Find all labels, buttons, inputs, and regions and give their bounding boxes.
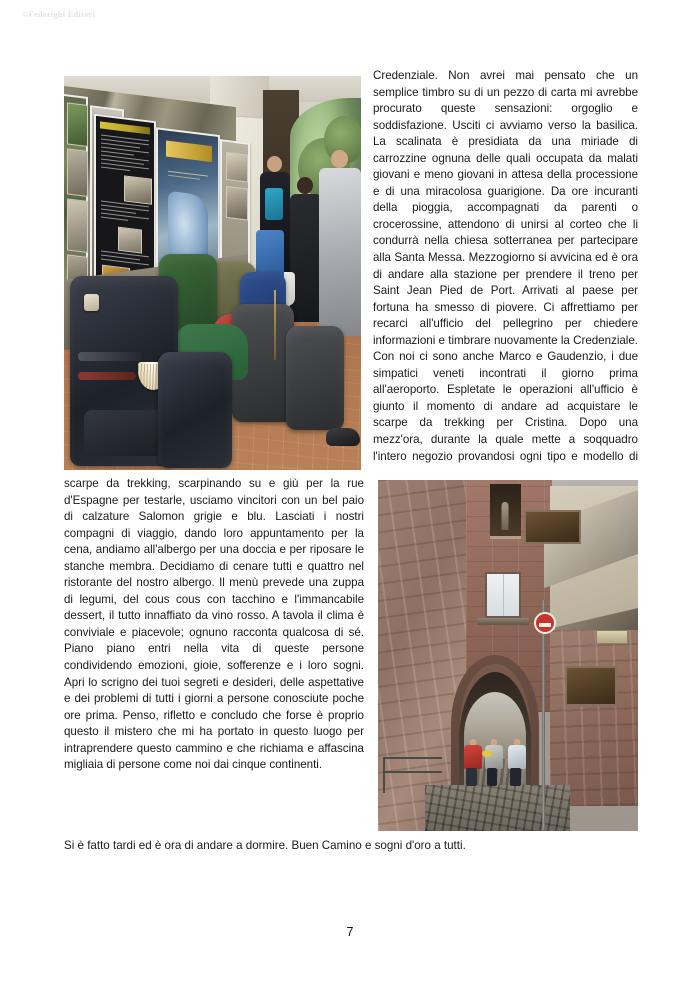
pilgrim-red xyxy=(464,739,482,787)
hiking-boot xyxy=(326,428,360,446)
strap xyxy=(78,372,136,380)
light-blue-jacket xyxy=(508,745,526,769)
person-head xyxy=(331,150,348,168)
page-number: 7 xyxy=(346,925,354,939)
window-sill xyxy=(477,618,529,625)
metal-handrail xyxy=(383,757,442,793)
grey-jacket xyxy=(485,745,503,769)
sign-pole xyxy=(542,600,545,830)
strap xyxy=(78,352,142,361)
exhibit-board xyxy=(64,94,88,293)
person-head xyxy=(267,156,282,172)
statue-niche xyxy=(490,484,521,539)
exhibit-photo xyxy=(67,148,88,197)
text-column xyxy=(64,68,638,855)
white-shutter-window xyxy=(485,572,521,618)
photo-gate xyxy=(378,480,638,831)
house-window xyxy=(524,510,581,544)
backpack xyxy=(286,326,344,430)
house-window xyxy=(565,666,617,706)
person-legs xyxy=(466,768,477,786)
poster-photo xyxy=(118,227,142,254)
exhibit-photo xyxy=(67,198,88,253)
yellow-scarf xyxy=(482,750,492,757)
pocket xyxy=(84,410,164,456)
person-standing xyxy=(319,168,361,336)
patch-badge xyxy=(84,294,99,311)
poster-photo xyxy=(124,175,152,204)
pilgrim-grey xyxy=(485,739,503,789)
saint-statue xyxy=(502,502,509,530)
cobblestone-path xyxy=(425,785,571,831)
person-shirt xyxy=(265,188,283,220)
exhibit-photo xyxy=(67,102,88,147)
wall-plaque xyxy=(596,630,628,644)
copyright-notice: ©Federighi Editori xyxy=(22,9,95,19)
person-standing xyxy=(290,194,322,322)
poster-title-strip xyxy=(100,121,150,134)
trekking-pole xyxy=(274,290,276,360)
red-jacket xyxy=(464,745,482,769)
body-paragraph-1: Credenziale. Non avrei mai pensato che un semplice timbro su di un pezzo di carta mi avrebbe procurato queste sensazioni: orgoglio e soddisfazione. Usciti ci avviamo verso la basilica. La scalinata è presidiata da una miriade di carrozzine ognuna delle quali occupata da malati giovani e meno giovani in attesa della processione e di una miracolosa guarigione. Da ore incuranti della pioggia, accompagnati da parenti o crocerossine, attendono di unirsi al corteo che li condurrà nella chiesa sotterranea per partecipare alla Santa Messa. Mezzogiorno si avvicina ed è ora di andare alla stazione per prendere il treno per Saint Jean Pied de Port. Arrivati al paese per fortuna ha smesso di piovere. Ci affrettiamo per recarci all'ufficio del pellegrino per chiedere informazioni e timbrare nuovamente la Credenziale. Con noi ci sono anche Marco e Gaudenzio, i due simpatici veneti incontrati il giorno prima all'aeroporto. Espletate le operazioni all'ufficio è giunto il momento di andare ad acquistare le scarpe da trekking per Cristina. Dopo una mezz'ora, durante la quale mette a soqquadro l'intero negozio provandosi ogni tipo e modello di scarpe da trekking, scarpinando su e giù per la rue d'Espagne per testarle, usciamo vincitori con un bel paio di calzature Salomon grigie e blu. Lasciati i nostri compagni di viaggio, dando loro appuntamento per la cena, andiamo all'albergo per una doccia e per riposare le stanche membra. Decidiamo di cenare tutti e quattro nel ristorante del nostro albergo. Il menù prevede una zuppa di legumi, del cous cous con tacchino e l'immancabile dessert, il tutto innaffiato da vino rosso. A tavola il clima è conviviale e piacevole; ognuno racconta qualcosa di sé. Piano piano entri nella vita di queste persone condividendo emozioni, gioie, sofferenze e i loro sogni. Apri lo scrigno dei tuoi segreti e desideri, delle aspettative e dei problemi di tutti i giorni a persone conosciute poche ore prima. Penso, rifletto e concludo che forse è proprio questo il mistero che mi ha portato in questo luogo per intraprendere questo cammino e che richiama e affascina migliaia di persone come noi dai cinque continenti. xyxy=(64,69,638,772)
exhibit-photo xyxy=(226,186,248,221)
person-legs xyxy=(510,768,521,786)
photo-corridor xyxy=(64,76,361,470)
person-legs xyxy=(487,768,498,786)
no-entry-sign-icon xyxy=(534,612,556,634)
pilgrim-blue xyxy=(508,739,526,787)
right-stone-wall xyxy=(550,630,638,806)
map-legend xyxy=(166,141,212,163)
exhibit-photo xyxy=(226,152,248,183)
backpack xyxy=(158,352,232,468)
person-head xyxy=(297,177,313,194)
body-paragraph-2: Si è fatto tardi ed è ora di andare a dormire. Buen Camino e sogni d'oro a tutti. xyxy=(64,839,466,852)
